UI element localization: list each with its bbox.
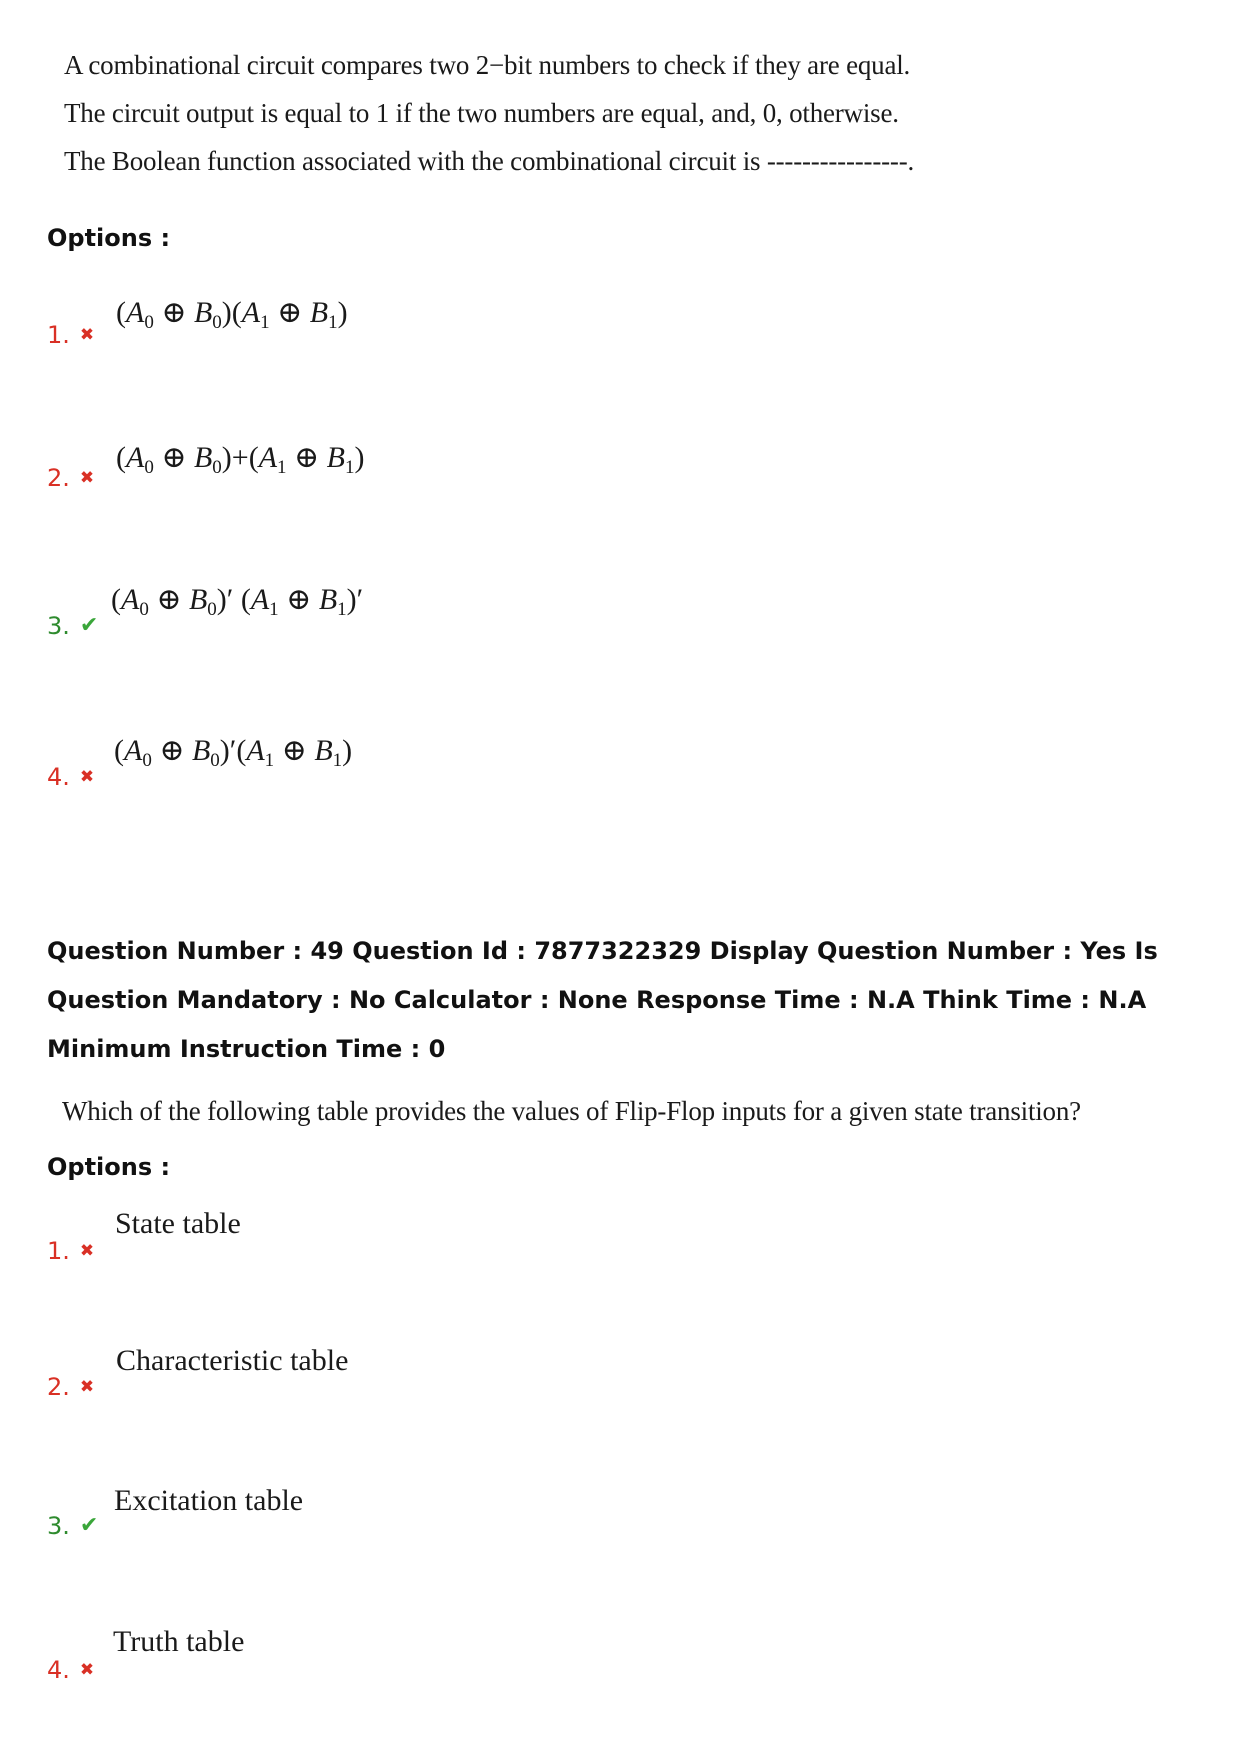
cross-icon: ✖	[79, 1240, 95, 1261]
option-2	[47, 1373, 94, 1401]
question-text-line-2: The circuit output is equal to 1 if the two numbers are equal, and, 0, otherwise.	[64, 98, 899, 128]
option-3	[47, 612, 98, 640]
option-number: 2.	[47, 464, 70, 492]
option-3	[47, 1512, 98, 1540]
option-number: 4.	[47, 763, 70, 791]
option-3-formula: ($A_0$ ⊕ $B_0)'$ ($A_1$ ⊕ $B_1)'$	[111, 583, 364, 620]
cross-icon: ✖	[79, 324, 95, 345]
option-1	[47, 1237, 94, 1265]
option-1	[47, 321, 94, 349]
option-2-formula: ($A_0$ ⊕ $B_0)+(A_1$ ⊕ $B_1$)	[116, 441, 365, 478]
option-number: 1.	[47, 1237, 70, 1265]
option-4	[47, 763, 94, 791]
question-text-line-3: The Boolean function associated with the combinational circuit is ----------------.	[64, 146, 915, 176]
option-2-text: Characteristic table	[116, 1344, 349, 1377]
option-3-text: Excitation table	[114, 1484, 304, 1517]
question-text: Which of the following table provides the values of Flip-Flop inputs for a given state transition?	[62, 1096, 1081, 1126]
question-meta: Question Number : 49 Question Id : 7877322329 Display Question Number : Yes Is Question Mandatory : No Calculator : None Response Time : N.A Think Time : N.A Minimum Instruction Time : 0	[47, 937, 1158, 1063]
cross-icon: ✖	[79, 1659, 95, 1680]
option-4	[47, 1656, 94, 1684]
cross-icon: ✖	[79, 1376, 95, 1397]
options-label: Options :	[47, 1153, 171, 1181]
cross-icon: ✖	[79, 467, 95, 488]
option-4-text: Truth table	[113, 1625, 245, 1658]
option-number: 3.	[47, 1512, 70, 1540]
option-number: 3.	[47, 612, 70, 640]
option-1-formula: ($A_0$ ⊕ $B_0)(A_1$ ⊕ $B_1$)	[116, 296, 348, 333]
option-number: 1.	[47, 321, 70, 349]
cross-icon: ✖	[79, 766, 95, 787]
check-icon: ✔	[79, 613, 99, 638]
options-label: Options :	[47, 224, 171, 252]
check-icon: ✔	[79, 1513, 99, 1538]
option-number: 4.	[47, 1656, 70, 1684]
option-number: 2.	[47, 1373, 70, 1401]
option-4-formula: ($A_0$ ⊕ $B_0)'(A_1$ ⊕ $B_1$)	[114, 734, 353, 771]
option-1-text: State table	[115, 1207, 241, 1240]
option-2	[47, 464, 94, 492]
question-text-line-1: A combinational circuit compares two 2−bit numbers to check if they are equal.	[64, 50, 911, 80]
